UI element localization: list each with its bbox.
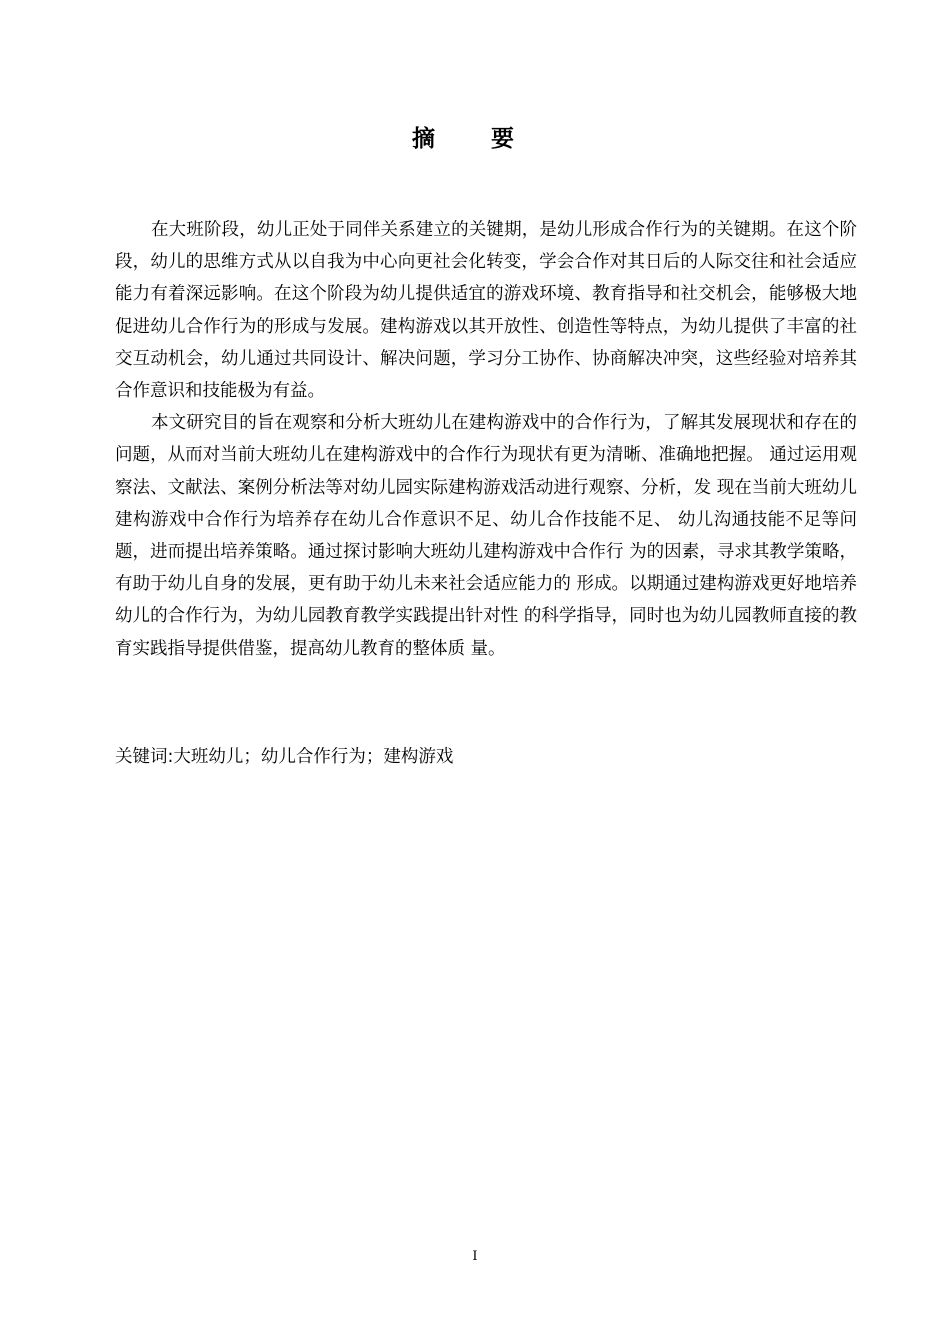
abstract-title: 摘 要: [411, 126, 538, 152]
keywords-value: 大班幼儿；幼儿合作行为；建构游戏: [173, 747, 454, 767]
keywords-label: 关键词:: [115, 747, 174, 767]
abstract-paragraph-1: 在大班阶段，幼儿正处于同伴关系建立的关键期，是幼儿形成合作行为的关键期。在这个阶段，幼儿的思维方式从以自我为中心向更社会化转变，学会合作对其日后的人际交往和社会适应能力有着深远影响。在这个阶段为幼儿提供适宜的游戏环境、教育指导和社交机会，能够极大地促进幼儿合作行为的形成与发展。建构游戏以其开放性、创造性等特点，为幼儿提供了丰富的社交互动机会，幼儿通过共同设计、解决问题，学习分工协作、协商解决冲突，这些经验对培养其合作意识和技能极为有益。: [115, 220, 857, 402]
keywords-line: [115, 741, 857, 773]
page-number: I: [472, 1249, 478, 1264]
abstract-paragraph-2: 本文研究目的旨在观察和分析大班幼儿在建构游戏中的合作行为，了解其发展现状和存在的问题，从而对当前大班幼儿在建构游戏中的合作行为现状有更为清晰、准确地把握。 通过运用观察法、文献法、案例分析法等对幼儿园实际建构游戏活动进行观察、分析，发 现在当前大班幼儿建构游戏中合作行为培养存在幼儿合作意识不足、幼儿合作技能不足、 幼儿沟通技能不足等问题，进而提出培养策略。通过探讨影响大班幼儿建构游戏中合作行 为的因素，寻求其教学策略，有助于幼儿自身的发展，更有助于幼儿未来社会适应能力的 形成。以期通过建构游戏更好地培养幼儿的合作行为，为幼儿园教育教学实践提出针对性 的科学指导，同时也为幼儿园教师直接的教育实践指导提供借鉴，提高幼儿教育的整体质 量。: [115, 413, 857, 659]
abstract-body: [115, 214, 857, 665]
